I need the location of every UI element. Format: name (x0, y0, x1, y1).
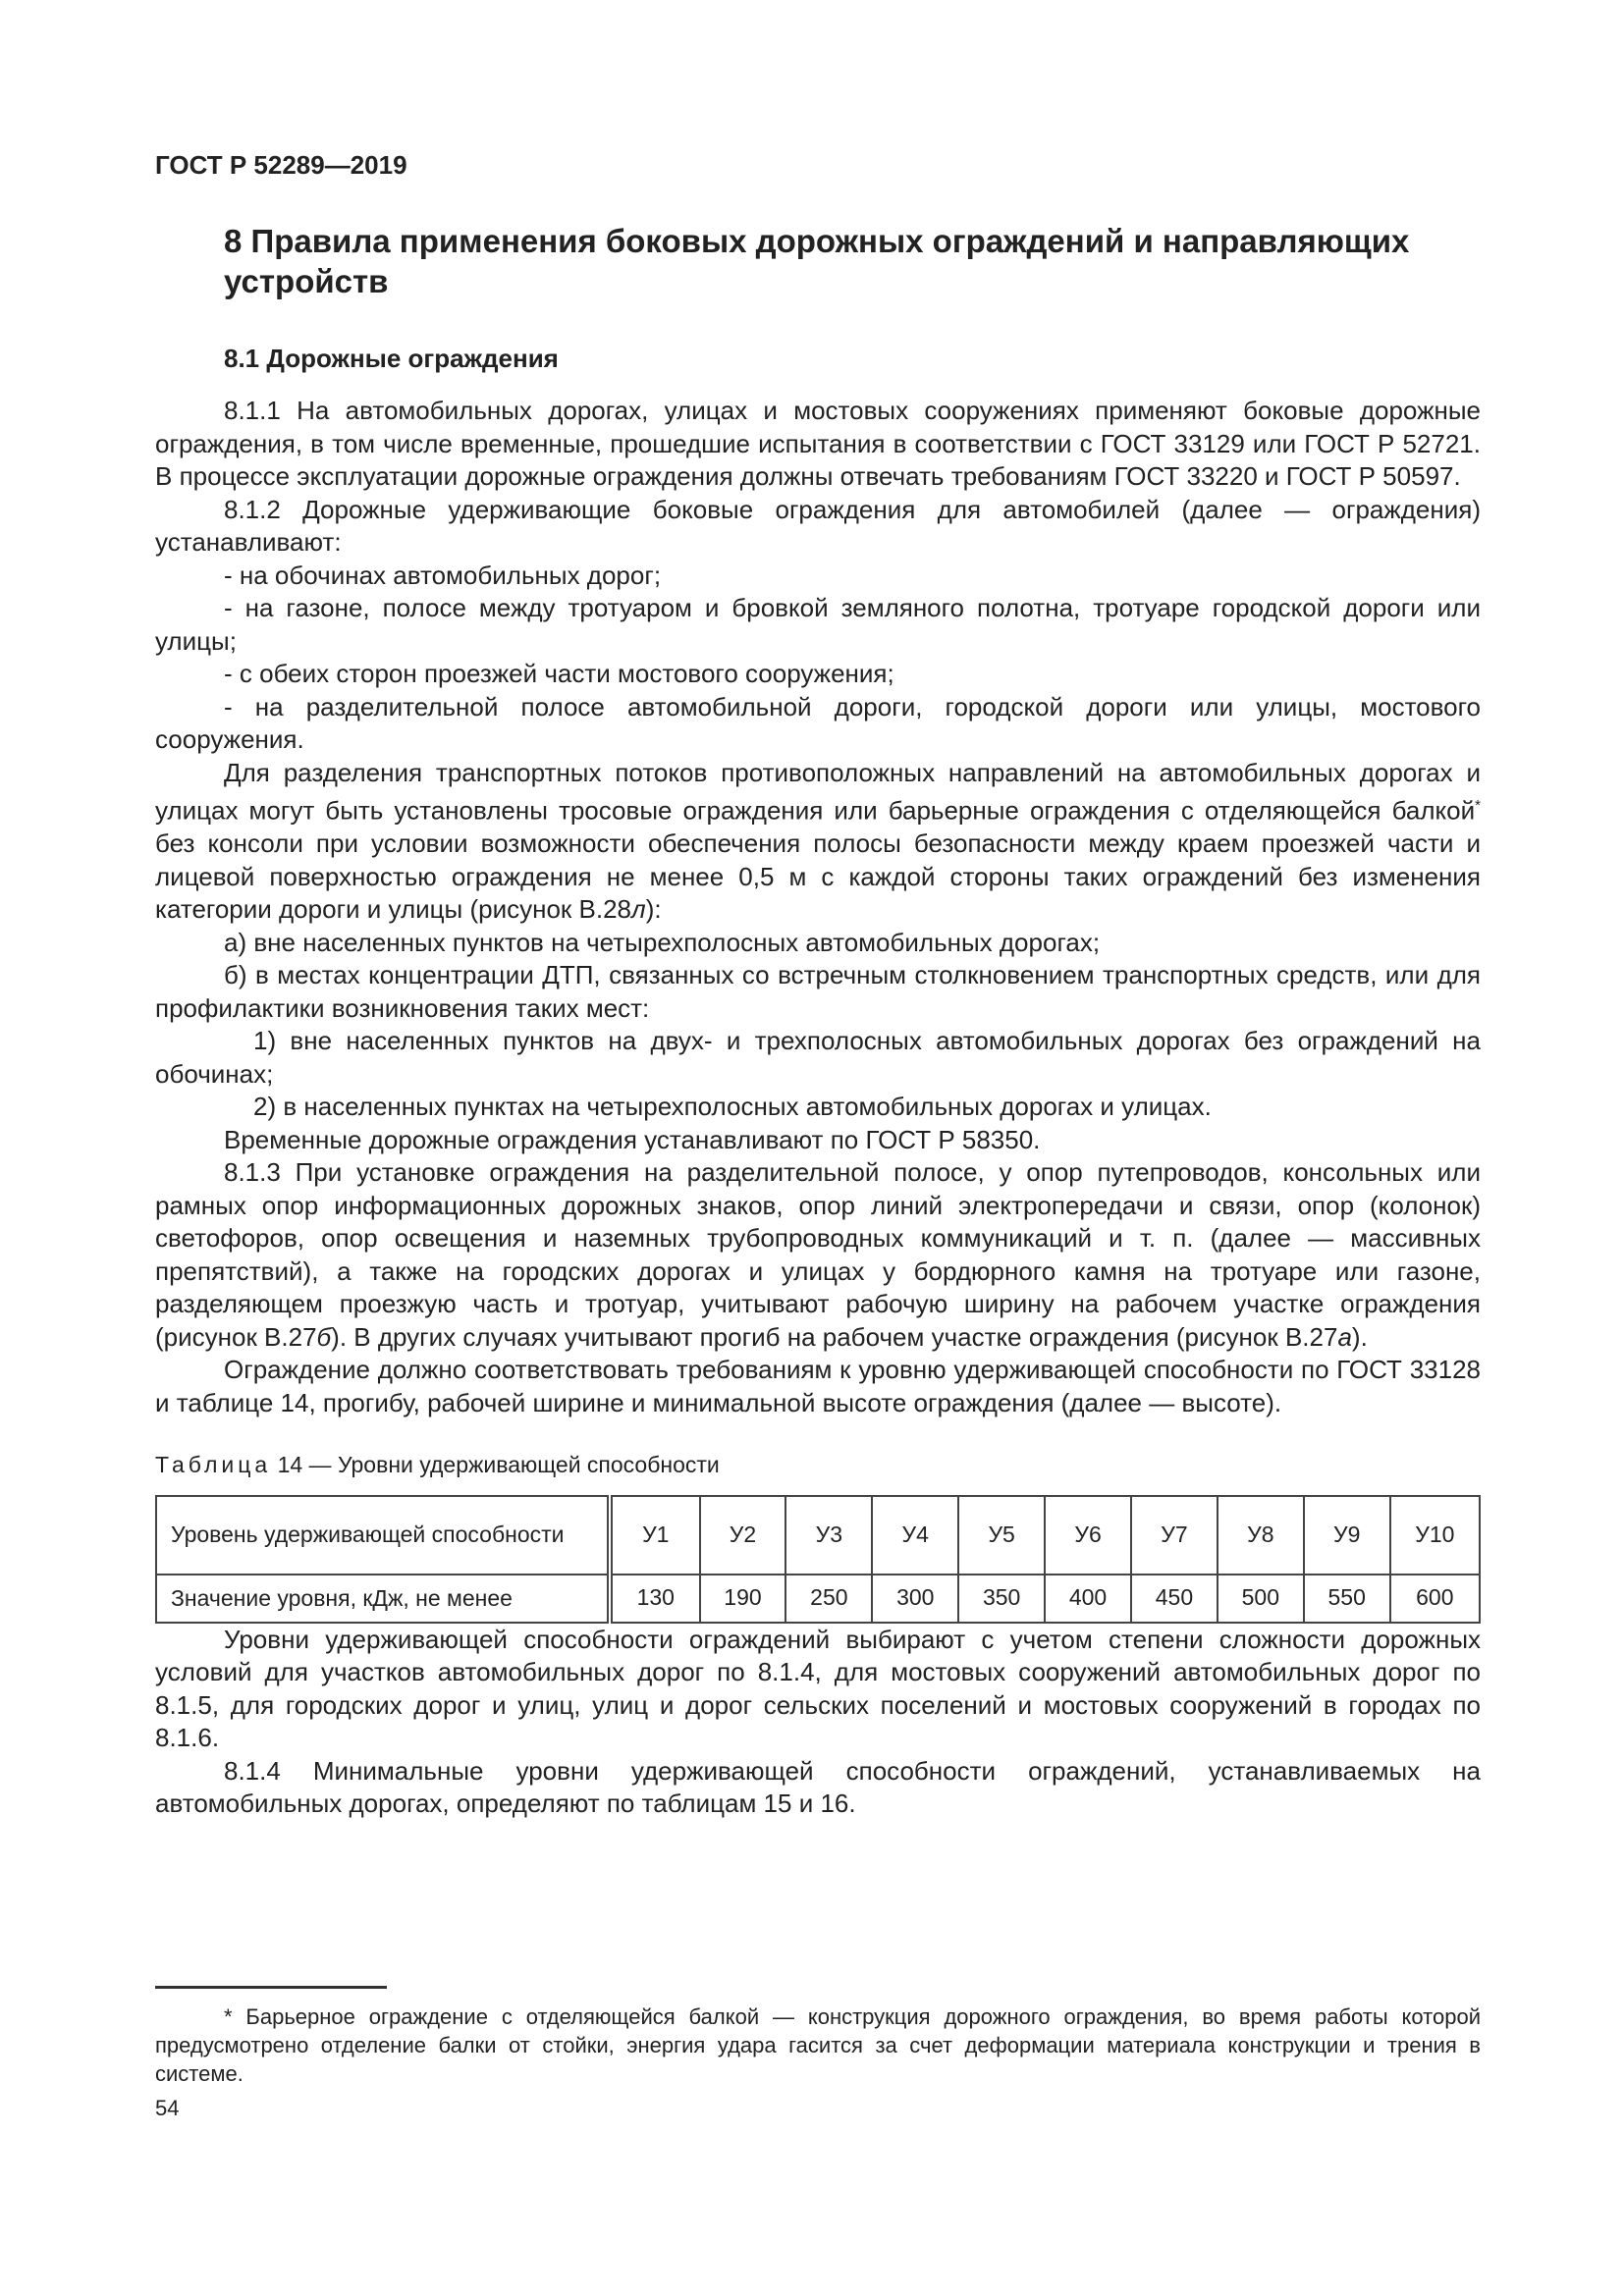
footnote-mark: * (1475, 797, 1481, 814)
list-item: а) вне населенных пунктов на четырехполосных автомобильных дорогах; (224, 927, 1101, 957)
section-title: 8 Правила применения боковых дорожных ограждений и направляющих устройств (224, 223, 1410, 299)
list-item: - с обеих сторон проезжей части мостового сооружения; (224, 659, 894, 688)
footnote: * Барьерное ограждение с отделяющейся балкой — конструкция дорожного ограждения, во время работы которой предусмотрено отделение балки от стойки, энергия удара гасится за счет деформации материала конструкции и трения в системе. (155, 2004, 1481, 2086)
table-cell: 600 (1390, 1575, 1480, 1623)
list-item: 1) вне населенных пунктов на двух- и трехполосных автомобильных дорогах без ограждений на обочинах; (155, 1026, 1481, 1089)
table-cell: 500 (1218, 1575, 1304, 1623)
paragraph-8-1-2: 8.1.2 Дорожные удерживающие боковые ограждения для автомобилей (далее — ограждения) устанавливают: (155, 494, 1481, 557)
row-header: Значение уровня, кДж, не менее (156, 1575, 610, 1623)
paragraph-requirements: Ограждение должно соответствовать требованиям к уровню удерживающей способности по ГОСТ 33128 и таблице 14, прогибу, рабочей ширине и минимальной высоте ограждения (далее — высоте). (155, 1355, 1481, 1417)
list-item: - на обочинах автомобильных дорог; (224, 560, 662, 590)
table-cell: 300 (872, 1575, 958, 1623)
table-cell: У6 (1045, 1496, 1131, 1575)
list-item: - на газоне, полосе между тротуаром и бровкой земляного полотна, тротуаре городской дороги или улицы; (155, 593, 1481, 656)
table-cell: У2 (700, 1496, 786, 1575)
paragraph-after-table: Уровни удерживающей способности ограждений выбирают с учетом степени сложности дорожных условий для участков автомобильных дорог по 8.1.4, для мостовых сооружений автомобильных дорог по 8.1.5, для городских дорог и улиц, улиц и дорог сельских поселений и мостовых сооружений в городах по 8.1.6. (155, 1624, 1481, 1753)
paragraph-8-1-3: 8.1.3 При установке ограждения на разделительной полосе, у опор путепроводов, консольных или рамных опор информационных дорожных знаков, опор линий электропередачи и связи, опор (колонок) светофоров, опор освещения и наземных трубопроводных коммуникаций и т. п. (далее — массивных препятствий), а также на городских дорогах и улицах у бордюрного камня на тротуаре или газоне, разделяющем проезжую часть и тротуар, учитывают рабочую ширину на рабочем участке ограждения (рисунок В.27б). В других случаях учитывают прогиб на рабочем участке ограждения (рисунок В.27а). (155, 1157, 1481, 1352)
table-cell: У9 (1304, 1496, 1390, 1575)
table-cell: 550 (1304, 1575, 1390, 1623)
table-cell: У10 (1390, 1496, 1480, 1575)
paragraph-8-1-4: 8.1.4 Минимальные уровни удерживающей способности ограждений, устанавливаемых на автомобильных дорогах, определяют по таблицам 15 и 16. (155, 1755, 1481, 1819)
list-item: 2) в населенных пунктах на четырехполосных автомобильных дорогах и улицах. (253, 1092, 1212, 1122)
table-row (156, 1496, 1480, 1575)
table-caption: Таблица 14 — Уровни удерживающей способности (155, 1452, 720, 1478)
table-cell: 190 (700, 1575, 786, 1623)
table-cell: 400 (1045, 1575, 1131, 1623)
table-cell: У8 (1218, 1496, 1304, 1575)
table-cell: 250 (785, 1575, 872, 1623)
table-cell: 350 (958, 1575, 1045, 1623)
table-cell: У1 (610, 1496, 700, 1575)
list-item: б) в местах концентрации ДТП, связанных со встречным столкновением транспортных средств, или для профилактики возникновения таких мест: (155, 960, 1481, 1023)
paragraph-temporary: Временные дорожные ограждения устанавливают по ГОСТ Р 58350. (224, 1124, 1041, 1154)
table-cell: У3 (785, 1496, 872, 1575)
body-text (155, 395, 1481, 1821)
table-cell: У4 (872, 1496, 958, 1575)
table-row (156, 1575, 1480, 1623)
paragraph-division: Для разделения транспортных потоков противоположных направлений на автомобильных дорогах и улицах могут быть установлены тросовые ограждения или барьерные ограждения с отделяющейся балкой* без консоли при условии возможности обеспечения полосы безопасности между краем проезжей части и лицевой поверхностью ограждения не менее 0,5 м с каждой стороны таких ограждений без изменения категории дороги и улицы (рисунок В.28л): (155, 757, 1481, 925)
list-item: - на разделительной полосе автомобильной дороги, городской дороги или улицы, мостового сооружения. (155, 691, 1481, 754)
table-cell: 130 (610, 1575, 700, 1623)
table-cell: У5 (958, 1496, 1045, 1575)
row-header: Уровень удерживающей способности (156, 1496, 610, 1575)
paragraph-8-1-1: 8.1.1 На автомобильных дорогах, улицах и мостовых сооружениях применяют боковые дорожные ограждения, в том числе временные, прошедшие испытания в соответствии с ГОСТ 33129 или ГОСТ Р 52721. В процессе эксплуатации дорожные ограждения должны отвечать требованиям ГОСТ 33220 и ГОСТ Р 50597. (155, 396, 1481, 491)
table-cell: У7 (1131, 1496, 1218, 1575)
document-code-header: ГОСТ Р 52289—2019 (155, 150, 407, 180)
subsection-title: 8.1 Дорожные ограждения (224, 344, 559, 373)
footnote-divider (155, 1986, 387, 1989)
levels-table (155, 1495, 1481, 1624)
page-number: 54 (155, 2096, 180, 2120)
table-cell: 450 (1131, 1575, 1218, 1623)
